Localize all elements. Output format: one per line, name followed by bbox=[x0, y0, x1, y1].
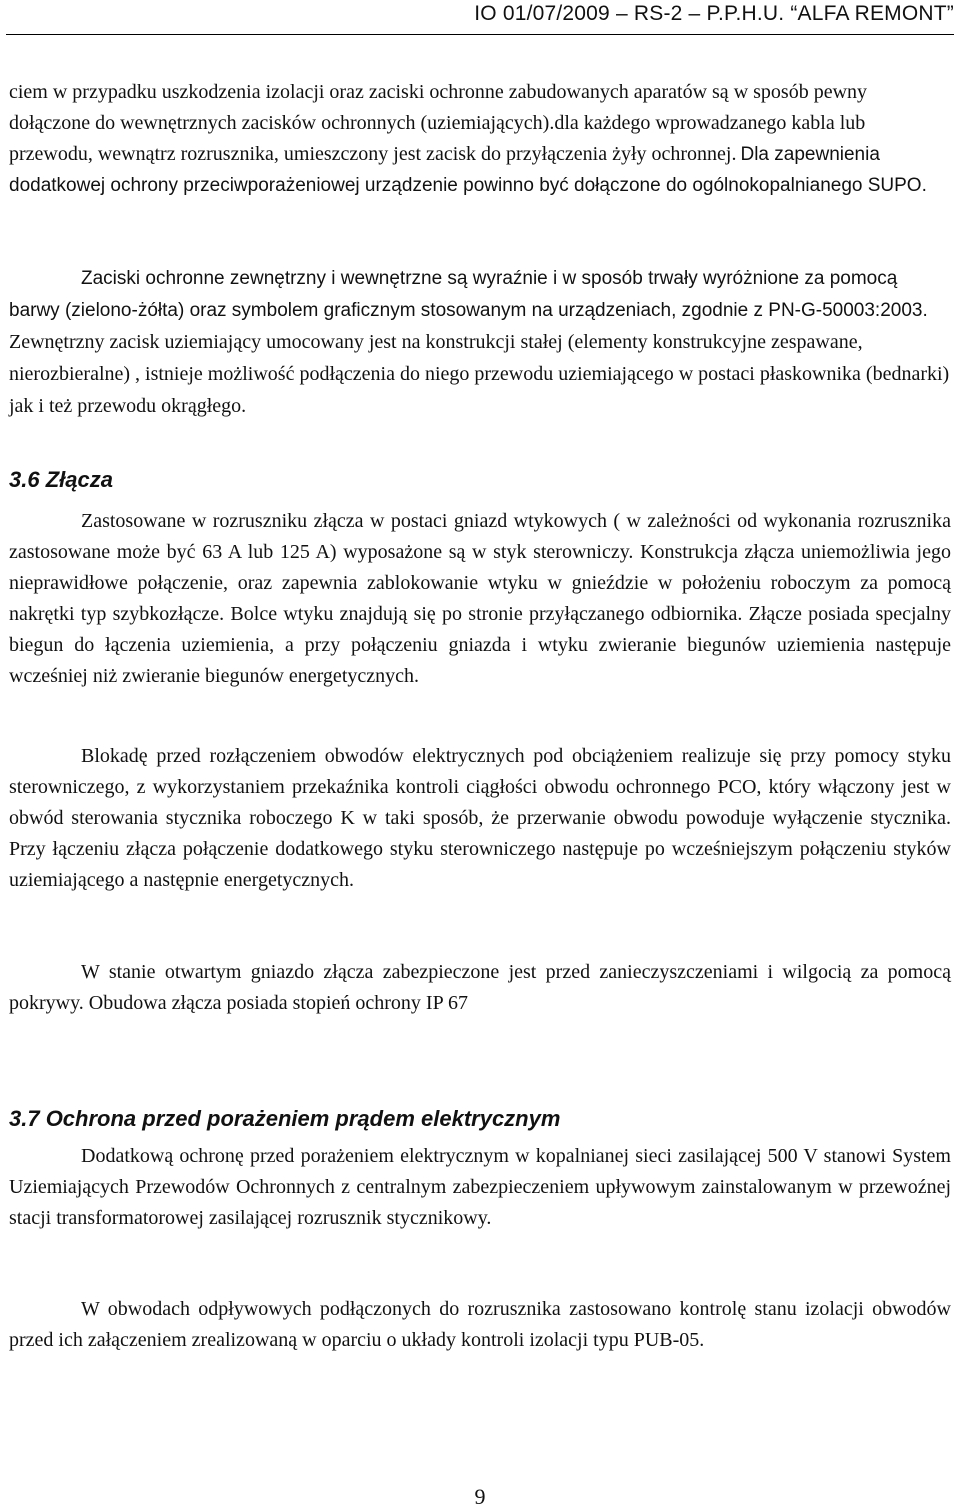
paragraph-text-serif: ciem w przypadku uszkodzenia izolacji oraz zaciski ochronne zabudowanych aparatów są w sposób pewny dołączone do wewnętrznych zacisków ochronnych (uziemiających).dla każdego wprowadzanego kabla lub przewodu, wewnątrz rozrusznika, umieszczony jest zacisk do przyłączenia żyły ochronnej. bbox=[9, 81, 868, 165]
paragraph-terminal-marking bbox=[9, 263, 951, 423]
paragraph-load-disconnect-interlock: Blokadę przed rozłączeniem obwodów elektrycznych pod obciążeniem realizuje się przy pomocy styku sterowniczego, z wykorzystaniem przekaźnika kontroli ciągłości obwodu ochronnego PCO, który włączony jest w obwód sterowania stycznika roboczego K w taki sposób, że przerwanie obwodu powoduje wyłączenie stycznika. Przy łączeniu złącza połączenie dodatkowego styku sterowniczego następuje po wcześniejszym połączeniu styków uziemiającego a następnie energetycznych. bbox=[9, 745, 951, 891]
paragraph-connectors: Zastosowane w rozruszniku złącza w postaci gniazd wtykowych ( w zależności od wykonania rozrusznika zastosowane może być 63 A lub 125 A) wyposażone są w styk sterowniczy. Konstrukcja złącza uniemożliwia jego nieprawidłowe połączenie, oraz zapewnia zablokowanie wtyku w gnieździe w położeniu roboczym za pomocą nakrętki typ szybkozłącze. Bolce wtyku znajdują się po stronie przyłączanego odbiornika. Złącze posiada specjalny biegun do łączenia uziemienia, a przy połączeniu gniazda i wtyku zwieranie biegunów uziemienia następuje wcześniej niż zwieranie biegunów energetycznych. bbox=[9, 510, 951, 687]
paragraph-text-sans: Zaciski ochronne zewnętrzny i wewnętrzne są wyraźnie i w sposób trwały wyróżnione za pomocą barwy (zielono-żółta) oraz symbolem graficznym stosowanym na urządzeniach, zgodnie z PN-G-50003:2003. bbox=[9, 268, 928, 321]
paragraph-additional-protection: Dodatkową ochronę przed porażeniem elektrycznym w kopalnianej sieci zasilającej 500 V stanowi System Uziemiających Przewodów Ochronnych z centralnym zabezpieczeniem upływowym zainstalowanym w przewoźnej stacji transformatorowej zasilającej rozrusznik stycznikowy. bbox=[9, 1145, 951, 1229]
paragraph-insulation-control: W obwodach odpływowych podłączonych do rozrusznika zastosowano kontrolę stanu izolacji obwodów przed ich załączeniem zrealizowaną w oparciu o układy kontroli izolacji typu PUB-05. bbox=[9, 1298, 951, 1351]
paragraph-protective-terminals bbox=[9, 77, 951, 201]
section-heading-3-6: 3.6 Złącza bbox=[9, 467, 113, 492]
paragraph-socket-cover: W stanie otwartym gniazdo złącza zabezpieczone jest przed zanieczyszczeniami i wilgocią za pomocą pokrywy. Obudowa złącza posiada stopień ochrony IP 67 bbox=[9, 961, 951, 1014]
running-header: IO 01/07/2009 – RS-2 – P.P.H.U. “ALFA REMONT” bbox=[474, 2, 954, 25]
paragraph-text-sans: Dla zapewnienia dodatkowej ochrony przeciwporażeniowej urządzenie powinno być dołączone do ogólnokopalnianego SUPO. bbox=[9, 144, 927, 196]
section-heading-3-7: 3.7 Ochrona przed porażeniem prądem elektrycznym bbox=[9, 1106, 561, 1131]
page-number: 9 bbox=[474, 1484, 486, 1509]
header-rule bbox=[6, 34, 954, 35]
paragraph-text-serif: Zewnętrzny zacisk uziemiający umocowany jest na konstrukcji stałej (elementy konstrukcyjne zespawane, nierozbieralne) , istnieje możliwość podłączenia do niego przewodu uziemiającego w postaci płaskownika (bednarki) jak i też przewodu okrągłego. bbox=[9, 331, 950, 417]
